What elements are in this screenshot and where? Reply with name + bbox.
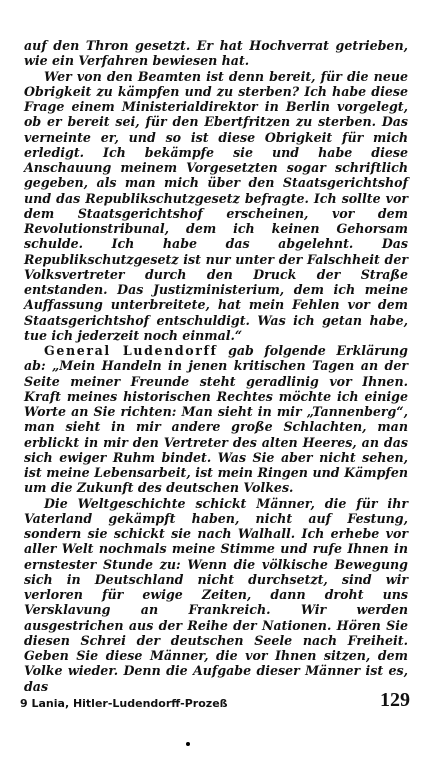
body-text	[24, 38, 408, 694]
footer-signature: 9 Lania, Hitler-Ludendorff-Prozeß	[20, 697, 228, 710]
document-page	[24, 38, 408, 694]
paragraph-4: Die Weltgeschichte schickt Männer, die für ihr Vaterland gekämpft haben, nicht auf Festung, sondern sie schickt sie nach Walhall. Ich erhebe vor aller Welt nochmals meine Stimme und rufe Ihnen in ernstester Stunde zu: Wenn die völkische Bewegung sich in Deutschland nicht durchsetzt, sind wir verloren für ewige Zeiten, dann droht uns Versklavung an Frankreich. Wir werden ausgestrichen aus der Reihe der Nationen. Hören Sie diesen Schrei der deutschen Seele nach Freiheit. Geben Sie diese Männer, die vor Ihnen sitzen, dem Volke wieder. Denn die Aufgabe dieser Männer ist es, das	[24, 495, 408, 694]
paragraph-3	[24, 343, 408, 496]
speaker-name: General Ludendorff	[44, 343, 218, 358]
page-dot-mark	[186, 742, 190, 746]
paragraph-2: Wer von den Beamten ist denn bereit, für die neue Obrigkeit zu kämpfen und zu sterben? Ich habe diese Frage einem Ministerialdirektor in Berlin vorgelegt, ob er bereit sei, für den Ebertfritzen zu sterben. Das verneinte er, und so ist diese Obrigkeit für mich erledigt. Ich bekämpfe sie und habe diese Anschauung meinem Vorgesetzten sogar schriftlich gegeben, als man mich über den Staatsgerichtshof und das Republikschutzgesetz befragte. Ich sollte vor dem Staatsgerichtshof erscheinen, vor dem Revolutionstribunal, dem ich keinen Gehorsam schulde. Ich habe das abgelehnt. Das Republikschutzgesetz ist nur unter der Falschheit der Volksvertreter durch den Druck der Straße entstanden. Das Justizministerium, dem ich meine Auffassung unterbreitete, hat mein Fehlen vor dem Staatsgerichtshof entschuldigt. Was ich getan habe, tue ich jederzeit noch einmal.“	[24, 68, 408, 343]
page-footer	[20, 690, 410, 710]
page-number: 129	[380, 689, 410, 711]
paragraph-3-rest: gab folgende Erklärung ab: „Mein Handeln in jenen kritischen Tagen an der Seite meiner Freunde steht geradlinig vor Ihnen. Kraft meines historischen Rechtes möchte ich einige Worte an Sie richten: Man sieht in mir „Tannenberg“, man sieht in mir andere große Schlachten, man erblickt in mir den Vertreter des alten Heeres, an das sich ewiger Ruhm bindet. Was Sie aber nicht sehen, ist meine Lebensarbeit, ist mein Ringen und Kämpfen um die Zukunft des deutschen Volkes.	[24, 343, 408, 496]
paragraph-1: auf den Thron gesetzt. Er hat Hochverrat getrieben, wie ein Verfahren bewiesen hat.	[24, 38, 408, 69]
